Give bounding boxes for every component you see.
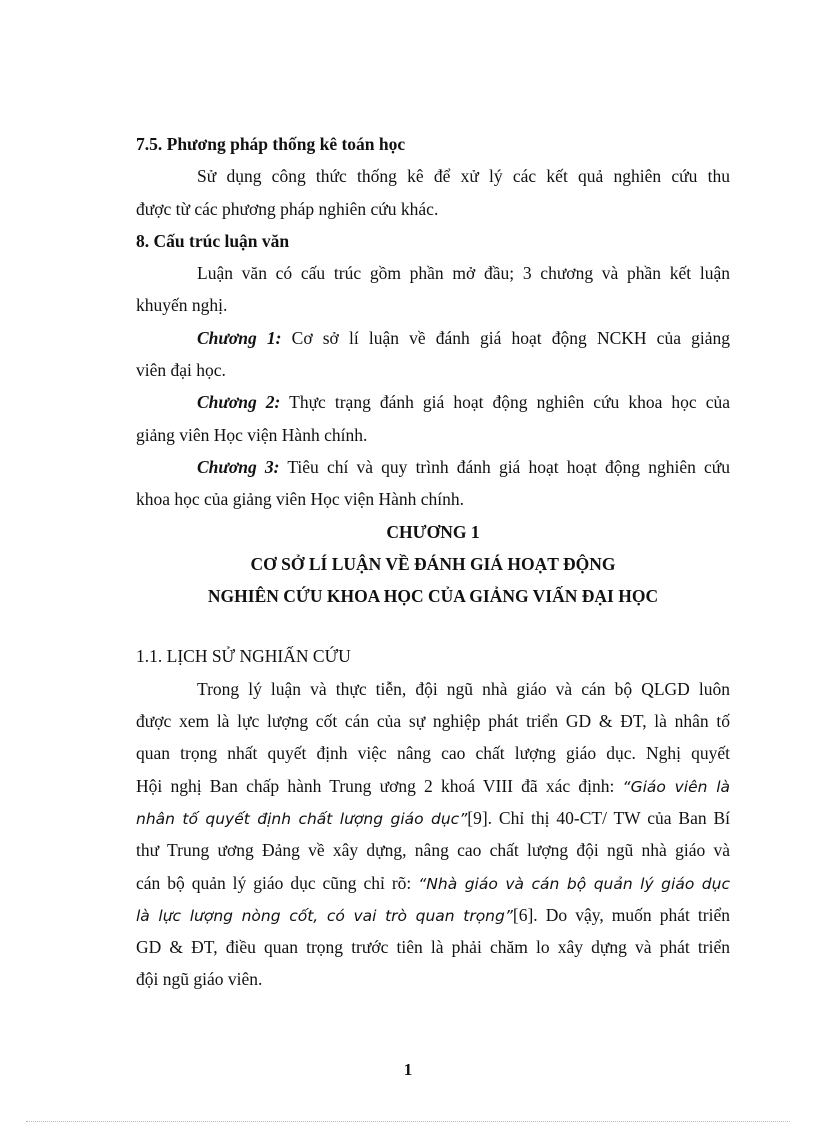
paragraph-line — [136, 834, 730, 866]
paragraph-line — [136, 705, 730, 737]
page-number: 1 — [403, 1060, 413, 1079]
paragraph-line — [136, 899, 730, 931]
chapter-title-line: NGHIÊN CỨU KHOA HỌC CỦA GIẢNG VIẤN ĐẠI HỌC — [207, 586, 659, 607]
paragraph-line: viên đại học. — [136, 360, 226, 381]
text: cán bộ quản lý giáo dục cũng chỉ rõ: — [136, 872, 419, 893]
text: Sử dụng công thức thống kê để xử lý các kết quả nghiên cứu thu — [197, 166, 730, 187]
section-7-5-heading: 7.5. Phương pháp thống kê toán học — [136, 134, 406, 154]
text: Hội nghị Ban chấp hành Trung ương 2 khoá VIII đã xác định: — [136, 775, 623, 796]
text: thư Trung ương Đảng về xây dựng, nâng cao chất lượng đội ngũ nhà giáo và — [136, 840, 730, 861]
quote-text: là lực lượng nòng cốt, có vai trò quan trọng” — [136, 906, 513, 925]
chapter-3-summary — [136, 451, 730, 483]
text: được xem là lực lượng cốt cán của sự nghiệp phát triển GD & ĐT, là nhân tố — [136, 711, 730, 732]
text: Cơ sở lí luận về đánh giá hoạt động NCKH của giảng — [291, 327, 730, 348]
chapter-label: Chương 2: — [197, 392, 281, 413]
chapter-label: Chương 3: — [197, 456, 280, 477]
paragraph-line — [136, 257, 730, 289]
section-1-1-heading: 1.1. LỊCH SỬ NGHIẤN CỨU — [136, 646, 351, 667]
paragraph-line — [136, 931, 730, 963]
text: Luận văn có cấu trúc gồm phần mở đầu; 3 chương và phần kết luận — [197, 263, 730, 284]
paragraph-line — [136, 160, 730, 192]
chapter-title-line: CƠ SỞ LÍ LUẬN VỀ ĐÁNH GIÁ HOẠT ĐỘNG — [250, 553, 616, 574]
paragraph-line — [136, 770, 730, 802]
paragraph-line: đội ngũ giáo viên. — [136, 969, 263, 990]
chapter-1-summary — [136, 322, 730, 354]
paragraph-line — [136, 673, 730, 705]
quote-text: “Nhà giáo và cán bộ quản lý giáo dục — [418, 874, 730, 893]
quote-text: nhân tố quyết định chất lượng giáo dục” — [136, 809, 468, 828]
paragraph-line: giảng viên Học viện Hành chính. — [136, 424, 368, 445]
paragraph-line: được từ các phương pháp nghiên cứu khác. — [136, 198, 439, 219]
text: quan trọng nhất quyết định việc nâng cao chất lượng giáo dục. Nghị quyết — [136, 743, 730, 764]
page-divider — [26, 1121, 790, 1122]
chapter-number: CHƯƠNG 1 — [386, 521, 480, 542]
chapter-label: Chương 1: — [197, 327, 282, 348]
text: Trong lý luận và thực tiễn, đội ngũ nhà giáo và cán bộ QLGD luôn — [197, 678, 730, 699]
spacer — [136, 612, 730, 640]
paragraph-line: khoa học của giảng viên Học viện Hành chính. — [136, 489, 465, 510]
page-content — [136, 128, 730, 996]
text: [9]. Chỉ thị 40-CT/ TW của Ban Bí — [467, 807, 730, 828]
paragraph-line — [136, 737, 730, 769]
chapter-2-summary — [136, 386, 730, 418]
paragraph-line — [136, 802, 730, 834]
text: GD & ĐT, điều quan trọng trước tiên là phải chăm lo xây dựng và phát triển — [136, 937, 730, 958]
text: [6]. Do vậy, muốn phát triển — [512, 904, 730, 925]
section-8-heading: 8. Cấu trúc luận văn — [136, 230, 290, 251]
paragraph-line: khuyến nghị. — [136, 295, 228, 316]
paragraph-line — [136, 867, 730, 899]
quote-text: “Giáo viên là — [622, 777, 731, 796]
text: Tiêu chí và quy trình đánh giá hoạt hoạt động nghiên cứu — [287, 456, 730, 477]
text: Thực trạng đánh giá hoạt động nghiên cứu khoa học của — [289, 392, 730, 413]
